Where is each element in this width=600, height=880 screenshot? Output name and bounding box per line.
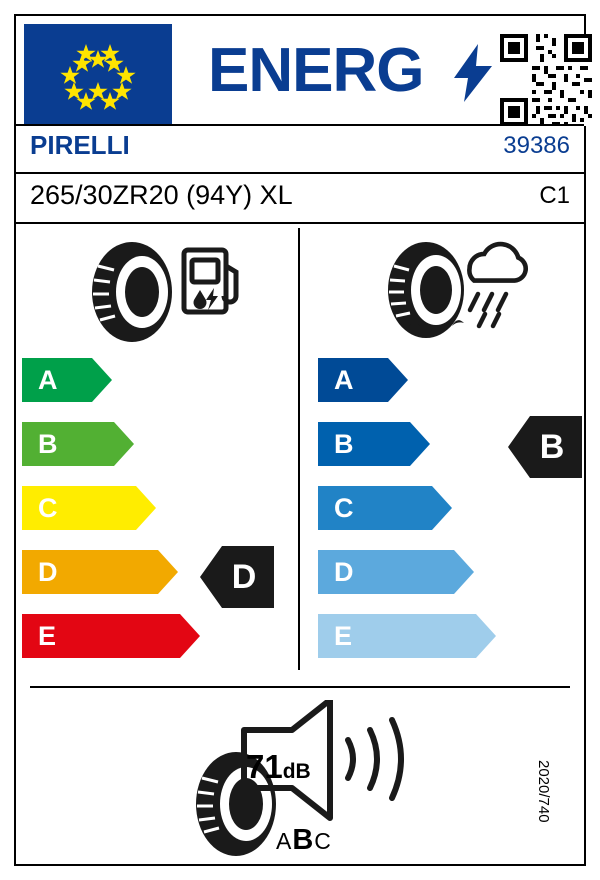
noise-divider (30, 686, 570, 688)
grade-letter: D (38, 557, 58, 587)
grade-letter: C (334, 493, 354, 523)
label-header (16, 16, 584, 122)
eu-flag-icon (24, 24, 172, 124)
header-divider (16, 124, 584, 126)
wet-selected-grade (508, 416, 582, 478)
column-divider (298, 228, 300, 670)
brand-code: 39386 (503, 132, 570, 159)
grade-letter: A (334, 365, 354, 395)
noise-unit: dB (282, 760, 311, 783)
wet-grade-value: B (539, 428, 565, 466)
size-divider (16, 222, 584, 224)
fuel-grade-value: D (231, 558, 257, 596)
tyre-size-row (16, 180, 584, 218)
energy-wordmark: ENERG (208, 36, 424, 105)
fuel-selected-grade (200, 546, 274, 608)
rain-cloud-tyre-icon (378, 236, 538, 346)
tyre-class: C1 (539, 182, 570, 209)
regulation-code: 2020/740 (535, 760, 552, 823)
brand-row (16, 130, 584, 170)
grade-letter: B (38, 429, 58, 459)
grade-letter: B (334, 429, 354, 459)
fuel-pump-icon (80, 236, 240, 346)
grade-letter: E (38, 621, 57, 651)
noise-class-b-selected: B (292, 824, 315, 856)
noise-number: 71 (246, 748, 283, 785)
noise-class-row (276, 824, 332, 857)
brand-divider (16, 172, 584, 174)
grade-letter: E (334, 621, 353, 651)
noise-class-a: A (276, 828, 293, 854)
grade-letter: C (38, 493, 58, 523)
brand-name: PIRELLI (30, 130, 130, 160)
tyre-size: 265/30ZR20 (94Y) XL (30, 180, 293, 210)
noise-class-c: C (314, 828, 332, 854)
grade-letter: D (334, 557, 354, 587)
noise-value (246, 748, 311, 786)
qr-code-icon (500, 34, 592, 126)
energy-bolt-icon (454, 44, 492, 102)
grade-letter: A (38, 365, 58, 395)
